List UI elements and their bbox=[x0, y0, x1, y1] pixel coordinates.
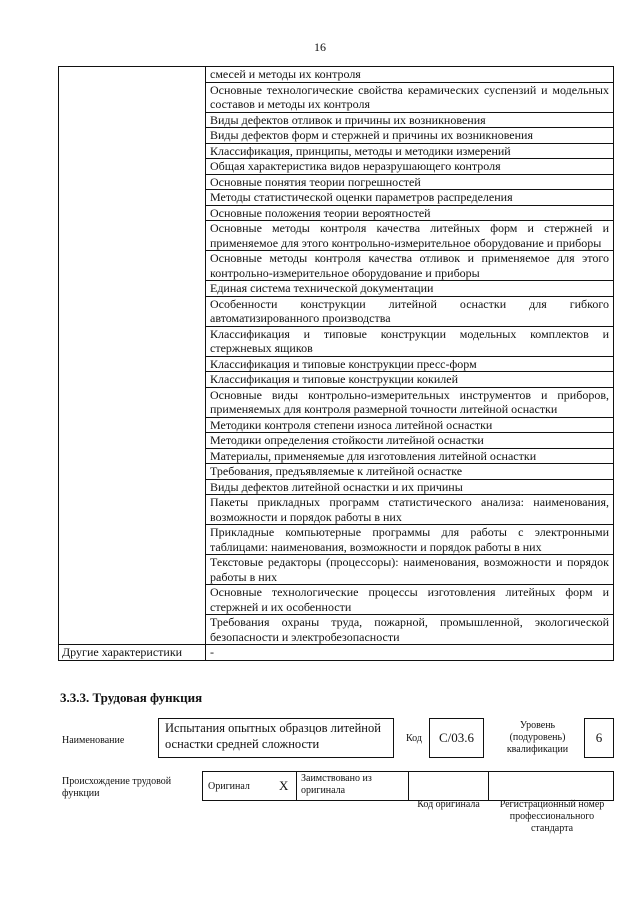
origin-label: Происхождение трудовой функции bbox=[62, 776, 172, 799]
requirement-item: Требования, предъявляемые к литейной оснастке bbox=[206, 464, 614, 480]
row-label-cell bbox=[59, 67, 206, 645]
knowledge-requirements-table bbox=[58, 66, 614, 661]
function-name-field: Испытания опытных образцов литейной оснастки средней сложности bbox=[158, 718, 394, 758]
registration-number-label: Регистрационный номер профессионального стандарта bbox=[499, 799, 605, 834]
function-code-field: С/03.6 bbox=[429, 718, 484, 758]
requirement-item: Классификация и типовые конструкции пресс-форм bbox=[206, 356, 614, 372]
code-label: Код bbox=[406, 733, 422, 744]
requirement-item: Материалы, применяемые для изготовления литейной оснастки bbox=[206, 448, 614, 464]
requirement-item: Основные положения теории вероятностей bbox=[206, 205, 614, 221]
name-label: Наименование bbox=[62, 735, 125, 746]
requirement-item: Основные виды контрольно-измерительных инструментов и приборов, применяемых для контроля размерной точности литейной оснастки bbox=[206, 387, 614, 417]
origin-code-cell bbox=[408, 771, 489, 801]
requirement-item: Классификация и типовые конструкции кокилей bbox=[206, 372, 614, 388]
requirement-item: Методы статистической оценки параметров распределения bbox=[206, 190, 614, 206]
requirement-item: Требования охраны труда, пожарной, промышленной, экологической безопасности и электробезопасности bbox=[206, 615, 614, 645]
requirement-item: Виды дефектов литейной оснастки и их причины bbox=[206, 479, 614, 495]
requirement-item: Классификация, принципы, методы и методики измерений bbox=[206, 143, 614, 159]
requirement-item: Основные технологические процессы изготовления литейных форм и стержней и их особенности bbox=[206, 585, 614, 615]
requirement-item: Прикладные компьютерные программы для работы с электронными таблицами: наименования, возможности и порядок работы в них bbox=[206, 525, 614, 555]
qualification-level-field: 6 bbox=[584, 718, 614, 758]
registration-number-cell bbox=[488, 771, 614, 801]
original-mark: X bbox=[279, 778, 289, 793]
borrowed-label: Заимствовано из оригинала bbox=[301, 773, 372, 796]
section-title: 3.3.3. Трудовая функция bbox=[60, 690, 203, 705]
requirement-item: Основные технологические свойства керамических суспензий и модельных составов и методы их контроля bbox=[206, 82, 614, 112]
requirement-item: Особенности конструкции литейной оснастки для гибкого автоматизированного производства bbox=[206, 296, 614, 326]
other-characteristics-value: - bbox=[206, 645, 614, 661]
original-label: Оригинал bbox=[208, 781, 250, 792]
requirement-item: Виды дефектов отливок и причины их возникновения bbox=[206, 112, 614, 128]
requirement-item: Виды дефектов форм и стержней и причины их возникновения bbox=[206, 128, 614, 144]
requirement-item: Общая характеристика видов неразрушающего контроля bbox=[206, 159, 614, 175]
requirement-item: Основные понятия теории погрешностей bbox=[206, 174, 614, 190]
requirement-item: Текстовые редакторы (процессоры): наименования, возможности и порядок работы в них bbox=[206, 555, 614, 585]
requirement-item: Единая система технической документации bbox=[206, 281, 614, 297]
requirement-item: Пакеты прикладных программ статистического анализа: наименования, возможности и порядок работы в них bbox=[206, 495, 614, 525]
requirement-item: Методики определения стойкости литейной оснастки bbox=[206, 433, 614, 449]
requirement-item: смесей и методы их контроля bbox=[206, 67, 614, 83]
qualification-level-label: Уровень (подуровень) квалификации bbox=[506, 720, 569, 755]
page-number: 16 bbox=[314, 40, 326, 54]
requirement-item: Основные методы контроля качества отливок и применяемое для этого контрольно-измерительное оборудование и приборы bbox=[206, 251, 614, 281]
other-characteristics-label: Другие характеристики bbox=[59, 645, 206, 661]
origin-code-label: Код оригинала bbox=[417, 799, 480, 810]
other-characteristics-row bbox=[59, 645, 614, 661]
requirement-item: Основные методы контроля качества литейных форм и стержней и применяемое для этого контрольно-измерительное оборудование и приборы bbox=[206, 221, 614, 251]
requirement-item: Классификация и типовые конструкции модельных комплектов и стержневых ящиков bbox=[206, 326, 614, 356]
table-row bbox=[59, 67, 614, 83]
requirement-item: Методики контроля степени износа литейной оснастки bbox=[206, 417, 614, 433]
